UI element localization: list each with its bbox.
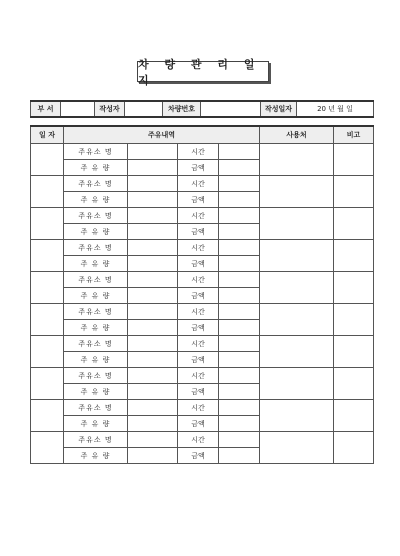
- time-label: 시간: [178, 432, 219, 448]
- amount-field[interactable]: [128, 320, 178, 336]
- time-label: 시간: [178, 400, 219, 416]
- time-field[interactable]: [219, 176, 260, 192]
- amount-label: 주 유 량: [64, 256, 128, 272]
- user-cell[interactable]: [260, 240, 334, 272]
- fuel-column-header: 주유내역: [64, 126, 260, 144]
- price-label: 금액: [178, 384, 219, 400]
- station-field[interactable]: [128, 368, 178, 384]
- amount-label: 주 유 량: [64, 160, 128, 176]
- station-label: 주유소 명: [64, 368, 128, 384]
- entry-date-cell[interactable]: [31, 144, 64, 176]
- time-field[interactable]: [219, 208, 260, 224]
- user-cell[interactable]: [260, 336, 334, 368]
- table-row: [31, 144, 374, 160]
- price-field[interactable]: [219, 352, 260, 368]
- amount-label: 주 유 량: [64, 416, 128, 432]
- writer-field[interactable]: [125, 101, 163, 117]
- price-label: 금액: [178, 448, 219, 464]
- user-cell[interactable]: [260, 368, 334, 400]
- table-row: [31, 176, 374, 192]
- writer-label: 작성자: [95, 101, 125, 117]
- entry-date-cell[interactable]: [31, 208, 64, 240]
- fuel-log-table: [30, 125, 374, 464]
- entry-date-cell[interactable]: [31, 432, 64, 464]
- price-label: 금액: [178, 160, 219, 176]
- price-field[interactable]: [219, 288, 260, 304]
- price-label: 금액: [178, 288, 219, 304]
- amount-label: 주 유 량: [64, 448, 128, 464]
- time-field[interactable]: [219, 336, 260, 352]
- dept-label: 부 서: [31, 101, 61, 117]
- note-cell[interactable]: [334, 432, 374, 464]
- time-field[interactable]: [219, 240, 260, 256]
- station-field[interactable]: [128, 208, 178, 224]
- price-field[interactable]: [219, 416, 260, 432]
- entry-date-cell[interactable]: [31, 272, 64, 304]
- time-label: 시간: [178, 304, 219, 320]
- time-label: 시간: [178, 208, 219, 224]
- price-field[interactable]: [219, 192, 260, 208]
- amount-label: 주 유 량: [64, 224, 128, 240]
- station-field[interactable]: [128, 176, 178, 192]
- user-cell[interactable]: [260, 304, 334, 336]
- time-field[interactable]: [219, 400, 260, 416]
- amount-field[interactable]: [128, 224, 178, 240]
- station-label: 주유소 명: [64, 432, 128, 448]
- price-field[interactable]: [219, 160, 260, 176]
- price-label: 금액: [178, 352, 219, 368]
- entry-date-cell[interactable]: [31, 336, 64, 368]
- station-field[interactable]: [128, 400, 178, 416]
- station-label: 주유소 명: [64, 400, 128, 416]
- user-column-header: 사용처: [260, 126, 334, 144]
- station-label: 주유소 명: [64, 272, 128, 288]
- note-cell[interactable]: [334, 304, 374, 336]
- price-field[interactable]: [219, 384, 260, 400]
- price-label: 금액: [178, 256, 219, 272]
- station-field[interactable]: [128, 272, 178, 288]
- amount-label: 주 유 량: [64, 384, 128, 400]
- plate-label: 차량번호: [163, 101, 201, 117]
- amount-label: 주 유 량: [64, 192, 128, 208]
- entry-date-cell[interactable]: [31, 304, 64, 336]
- price-field[interactable]: [219, 448, 260, 464]
- note-cell[interactable]: [334, 144, 374, 176]
- time-field[interactable]: [219, 304, 260, 320]
- note-column-header: 비고: [334, 126, 374, 144]
- amount-field[interactable]: [128, 288, 178, 304]
- time-label: 시간: [178, 272, 219, 288]
- table-row: [31, 368, 374, 384]
- station-field[interactable]: [128, 144, 178, 160]
- table-row: [31, 336, 374, 352]
- station-label: 주유소 명: [64, 176, 128, 192]
- document-title: 차 량 관 리 일 지: [137, 61, 269, 82]
- entry-date-cell[interactable]: [31, 400, 64, 432]
- time-label: 시간: [178, 336, 219, 352]
- price-label: 금액: [178, 320, 219, 336]
- station-label: 주유소 명: [64, 240, 128, 256]
- note-cell[interactable]: [334, 176, 374, 208]
- note-cell[interactable]: [334, 368, 374, 400]
- price-label: 금액: [178, 416, 219, 432]
- amount-field[interactable]: [128, 192, 178, 208]
- date-label: 작성일자: [261, 101, 297, 117]
- amount-field[interactable]: [128, 352, 178, 368]
- amount-field[interactable]: [128, 416, 178, 432]
- time-field[interactable]: [219, 432, 260, 448]
- user-cell[interactable]: [260, 144, 334, 176]
- amount-label: 주 유 량: [64, 288, 128, 304]
- info-table: [30, 100, 374, 118]
- table-header-row: [31, 126, 374, 144]
- time-field[interactable]: [219, 144, 260, 160]
- table-row: [31, 240, 374, 256]
- user-cell[interactable]: [260, 272, 334, 304]
- user-cell[interactable]: [260, 176, 334, 208]
- station-label: 주유소 명: [64, 304, 128, 320]
- amount-field[interactable]: [128, 384, 178, 400]
- station-label: 주유소 명: [64, 208, 128, 224]
- price-field[interactable]: [219, 256, 260, 272]
- amount-field[interactable]: [128, 256, 178, 272]
- dept-field[interactable]: [61, 101, 95, 117]
- station-field[interactable]: [128, 432, 178, 448]
- table-row: [31, 272, 374, 288]
- note-cell[interactable]: [334, 208, 374, 240]
- date-field[interactable]: 20 년 월 일: [297, 101, 374, 117]
- table-row: [31, 208, 374, 224]
- station-field[interactable]: [128, 240, 178, 256]
- table-row: [31, 432, 374, 448]
- time-label: 시간: [178, 368, 219, 384]
- price-field[interactable]: [219, 224, 260, 240]
- price-label: 금액: [178, 192, 219, 208]
- entry-date-cell[interactable]: [31, 176, 64, 208]
- plate-field[interactable]: [201, 101, 261, 117]
- time-label: 시간: [178, 240, 219, 256]
- note-cell[interactable]: [334, 336, 374, 368]
- station-label: 주유소 명: [64, 336, 128, 352]
- user-cell[interactable]: [260, 432, 334, 464]
- user-cell[interactable]: [260, 400, 334, 432]
- user-cell[interactable]: [260, 208, 334, 240]
- station-field[interactable]: [128, 336, 178, 352]
- time-field[interactable]: [219, 368, 260, 384]
- price-field[interactable]: [219, 320, 260, 336]
- amount-label: 주 유 량: [64, 320, 128, 336]
- note-cell[interactable]: [334, 272, 374, 304]
- table-row: [31, 304, 374, 320]
- amount-label: 주 유 량: [64, 352, 128, 368]
- table-row: [31, 400, 374, 416]
- note-cell[interactable]: [334, 400, 374, 432]
- amount-field[interactable]: [128, 160, 178, 176]
- fuel-log-body: [31, 144, 374, 464]
- time-label: 시간: [178, 144, 219, 160]
- amount-field[interactable]: [128, 448, 178, 464]
- station-label: 주유소 명: [64, 144, 128, 160]
- entry-date-cell[interactable]: [31, 368, 64, 400]
- station-field[interactable]: [128, 304, 178, 320]
- date-column-header: 일 자: [31, 126, 64, 144]
- time-field[interactable]: [219, 272, 260, 288]
- price-label: 금액: [178, 224, 219, 240]
- time-label: 시간: [178, 176, 219, 192]
- entry-date-cell[interactable]: [31, 240, 64, 272]
- note-cell[interactable]: [334, 240, 374, 272]
